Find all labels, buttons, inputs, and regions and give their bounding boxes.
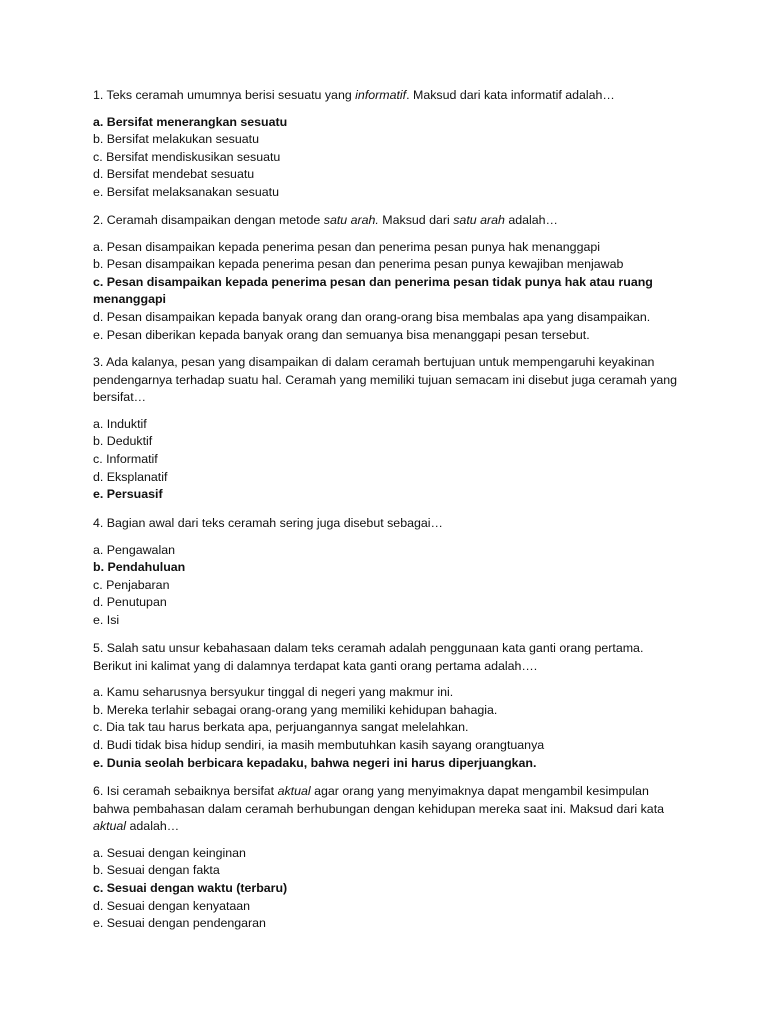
question-2-option-b: b. Pesan disampaikan kepada penerima pesan dan penerima pesan punya kewajiban menjawab [93, 257, 624, 272]
question-2-option-d: d. Pesan disampaikan kepada banyak orang dan orang-orang bisa membalas apa yang disampaikan. [93, 309, 651, 324]
question-5-option-a: a. Kamu seharusnya bersyukur tinggal di negeri yang makmur ini. [93, 685, 454, 700]
question-6-option-c: c. Sesuai dengan waktu (terbaru) [93, 880, 288, 895]
question-2 [93, 212, 683, 344]
question-1 [93, 87, 683, 202]
question-4-stem: 4. Bagian awal dari teks ceramah sering juga disebut sebagai… [93, 516, 443, 530]
question-1-option-a: a. Bersifat menerangkan sesuatu [93, 114, 288, 129]
question-3-option-c: c. Informatif [93, 451, 158, 466]
question-3-option-a: a. Induktif [93, 416, 147, 431]
question-6-option-b: b. Sesuai dengan fakta [93, 863, 220, 878]
question-4-option-a: a. Pengawalan [93, 542, 175, 557]
question-2-option-c: c. Pesan disampaikan kepada penerima pesan dan penerima pesan tidak punya hak atau ruang menanggapi [93, 274, 653, 307]
question-1-option-b: b. Bersifat melakukan sesuatu [93, 132, 259, 147]
question-1-option-c: c. Bersifat mendiskusikan sesuatu [93, 149, 281, 164]
question-3-option-e: e. Persuasif [93, 487, 163, 502]
question-5-option-c: c. Dia tak tau harus berkata apa, perjuangannya sangat melelahkan. [93, 720, 469, 735]
question-2-option-a: a. Pesan disampaikan kepada penerima pesan dan penerima pesan punya hak menanggapi [93, 239, 600, 254]
question-1-stem: 1. Teks ceramah umumnya berisi sesuatu yang informatif. Maksud dari kata informatif adalah… [93, 88, 615, 102]
question-1-option-d: d. Bersifat mendebat sesuatu [93, 167, 255, 182]
question-3-option-d: d. Eksplanatif [93, 469, 168, 484]
question-4-option-d: d. Penutupan [93, 595, 167, 610]
question-5-option-e: e. Dunia seolah berbicara kepadaku, bahwa negeri ini harus diperjuangkan. [93, 755, 537, 770]
question-3-stem: 3. Ada kalanya, pesan yang disampaikan di dalam ceramah bertujuan untuk mempengaruhi keyakinan pendengarnya terhadap suatu hal. Ceramah yang memiliki tujuan semacam ini disebut juga ceramah yang bersifat… [93, 355, 678, 405]
question-3-option-b: b. Deduktif [93, 434, 153, 449]
question-4-option-b: b. Pendahuluan [93, 560, 186, 575]
question-5-stem: 5. Salah satu unsur kebahasaan dalam teks ceramah adalah penggunaan kata ganti orang pertama. Berikut ini kalimat yang di dalamnya terdapat kata ganti orang pertama adalah…. [93, 641, 644, 673]
question-1-option-e: e. Bersifat melaksanakan sesuatu [93, 184, 279, 199]
question-4 [93, 515, 683, 630]
question-5-option-b: b. Mereka terlahir sebagai orang-orang yang memiliki kehidupan bahagia. [93, 702, 498, 717]
question-6-option-d: d. Sesuai dengan kenyataan [93, 898, 251, 913]
question-6-option-e: e. Sesuai dengan pendengaran [93, 916, 266, 931]
question-5 [93, 640, 683, 772]
question-4-option-c: c. Penjabaran [93, 577, 170, 592]
question-4-option-e: e. Isi [93, 612, 120, 627]
question-6-option-a: a. Sesuai dengan keinginan [93, 845, 246, 860]
question-5-option-d: d. Budi tidak bisa hidup sendiri, ia masih membutuhkan kasih sayang orangtuanya [93, 737, 545, 752]
question-2-stem: 2. Ceramah disampaikan dengan metode satu arah. Maksud dari satu arah adalah… [93, 213, 558, 227]
question-6-stem: 6. Isi ceramah sebaiknya bersifat aktual agar orang yang menyimaknya dapat mengambil kesimpulan bahwa pembahasan dalam ceramah berhubungan dengan kehidupan mereka saat ini. Maksud dari kata aktual adalah… [93, 784, 665, 834]
question-6 [93, 783, 683, 933]
question-3 [93, 354, 683, 504]
question-2-option-e: e. Pesan diberikan kepada banyak orang dan semuanya bisa menanggapi pesan tersebut. [93, 327, 590, 342]
